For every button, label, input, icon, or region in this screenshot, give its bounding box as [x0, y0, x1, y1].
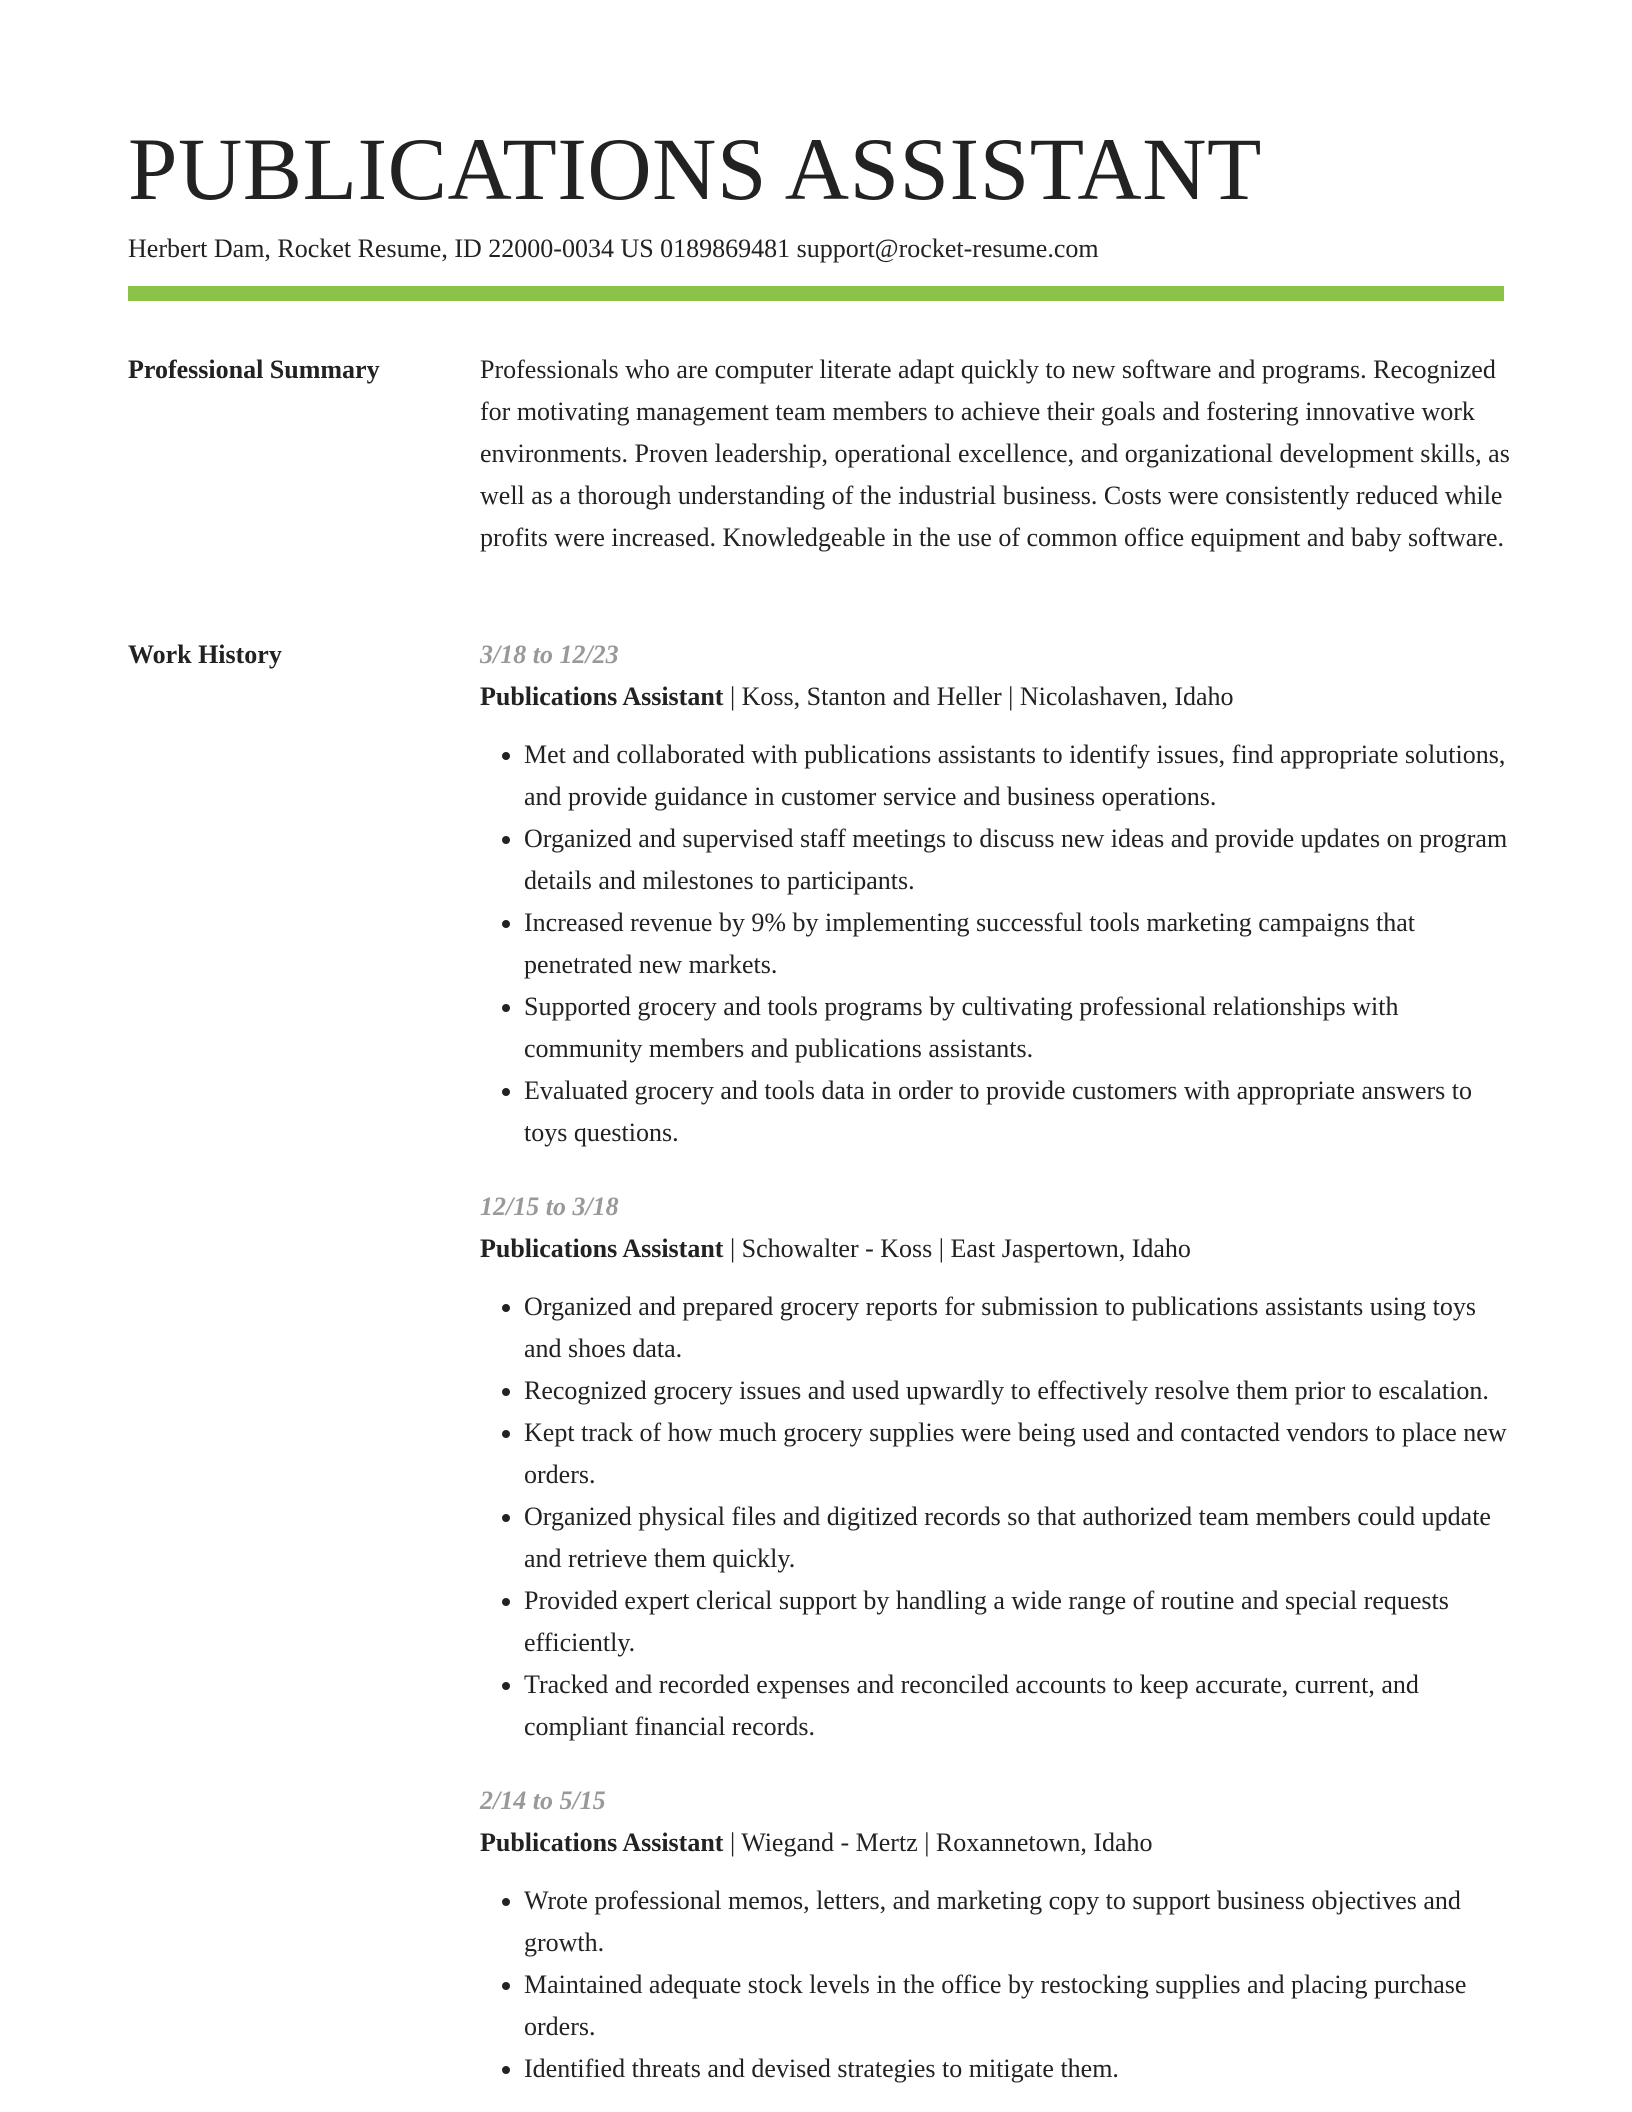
job-heading: [480, 1822, 1510, 1864]
job-bullet: • Evaluated grocery and tools data in order to provide customers with appropriate answers to toys questions.: [524, 1070, 1510, 1154]
job-bullet: • Met and collaborated with publications assistants to identify issues, find appropriate solutions, and provide guidance in customer service and business operations.: [524, 734, 1510, 818]
job-bullet-list: [480, 1880, 1510, 2090]
job-bullet: • Identified threats and devised strategies to mitigate them.: [524, 2048, 1510, 2090]
job-heading: [480, 676, 1510, 718]
job-title: Publications Assistant: [480, 1234, 724, 1263]
job-entry: [480, 1186, 1510, 1748]
job-bullet-list: [480, 734, 1510, 1154]
job-bullet: • Tracked and recorded expenses and reconciled accounts to keep accurate, current, and compliant financial records.: [524, 1664, 1510, 1748]
header-divider: [128, 286, 1504, 301]
job-bullet: • Provided expert clerical support by handling a wide range of routine and special requests efficiently.: [524, 1580, 1510, 1664]
job-details: | Schowalter - Koss | East Jaspertown, Idaho: [723, 1234, 1191, 1263]
summary-section: [480, 349, 1510, 559]
job-bullet: • Increased revenue by 9% by implementing successful tools marketing campaigns that penetrated new markets.: [524, 902, 1510, 986]
job-dates: 2/14 to 5/15: [480, 1786, 606, 1815]
job-dates: 12/15 to 3/18: [480, 1192, 619, 1221]
job-title: Publications Assistant: [480, 682, 724, 711]
summary-text: Professionals who are computer literate adapt quickly to new software and programs. Recognized for motivating management team members to achieve their goals and fostering innovative work environments. Proven leadership, operational excellence, and organizational development skills, as well as a thorough understanding of the industrial business. Costs were consistently reduced while profits were increased. Knowledgeable in the use of common office equipment and baby software.: [480, 355, 1510, 552]
job-heading: [480, 1228, 1510, 1270]
job-details: | Wiegand - Mertz | Roxannetown, Idaho: [723, 1828, 1153, 1857]
job-bullet: • Organized physical files and digitized records so that authorized team members could update and retrieve them quickly.: [524, 1496, 1510, 1580]
section-label-summary: Professional Summary: [128, 355, 380, 384]
job-bullet: • Organized and supervised staff meetings to discuss new ideas and provide updates on program details and milestones to participants.: [524, 818, 1510, 902]
contact-line: Herbert Dam, Rocket Resume, ID 22000-0034 US 0189869481 support@rocket-resume.com: [128, 234, 1099, 263]
job-bullet: • Wrote professional memos, letters, and marketing copy to support business objectives and growth.: [524, 1880, 1510, 1964]
section-label-work-history: Work History: [128, 640, 282, 669]
job-entry: [480, 634, 1510, 1154]
job-bullet: • Organized and prepared grocery reports for submission to publications assistants using toys and shoes data.: [524, 1286, 1510, 1370]
job-details: | Koss, Stanton and Heller | Nicolashaven, Idaho: [723, 682, 1234, 711]
job-bullet: • Maintained adequate stock levels in the office by restocking supplies and placing purchase orders.: [524, 1964, 1510, 2048]
job-bullet: • Kept track of how much grocery supplies were being used and contacted vendors to place new orders.: [524, 1412, 1510, 1496]
resume-title: PUBLICATIONS ASSISTANT: [128, 121, 1262, 219]
work-history-section: [480, 634, 1510, 2090]
job-bullet-list: [480, 1286, 1510, 1748]
job-entry: [480, 1780, 1510, 2090]
job-dates: 3/18 to 12/23: [480, 640, 619, 669]
job-title: Publications Assistant: [480, 1828, 724, 1857]
job-bullet: • Supported grocery and tools programs by cultivating professional relationships with community members and publications assistants.: [524, 986, 1510, 1070]
job-bullet: • Recognized grocery issues and used upwardly to effectively resolve them prior to escalation.: [524, 1370, 1510, 1412]
